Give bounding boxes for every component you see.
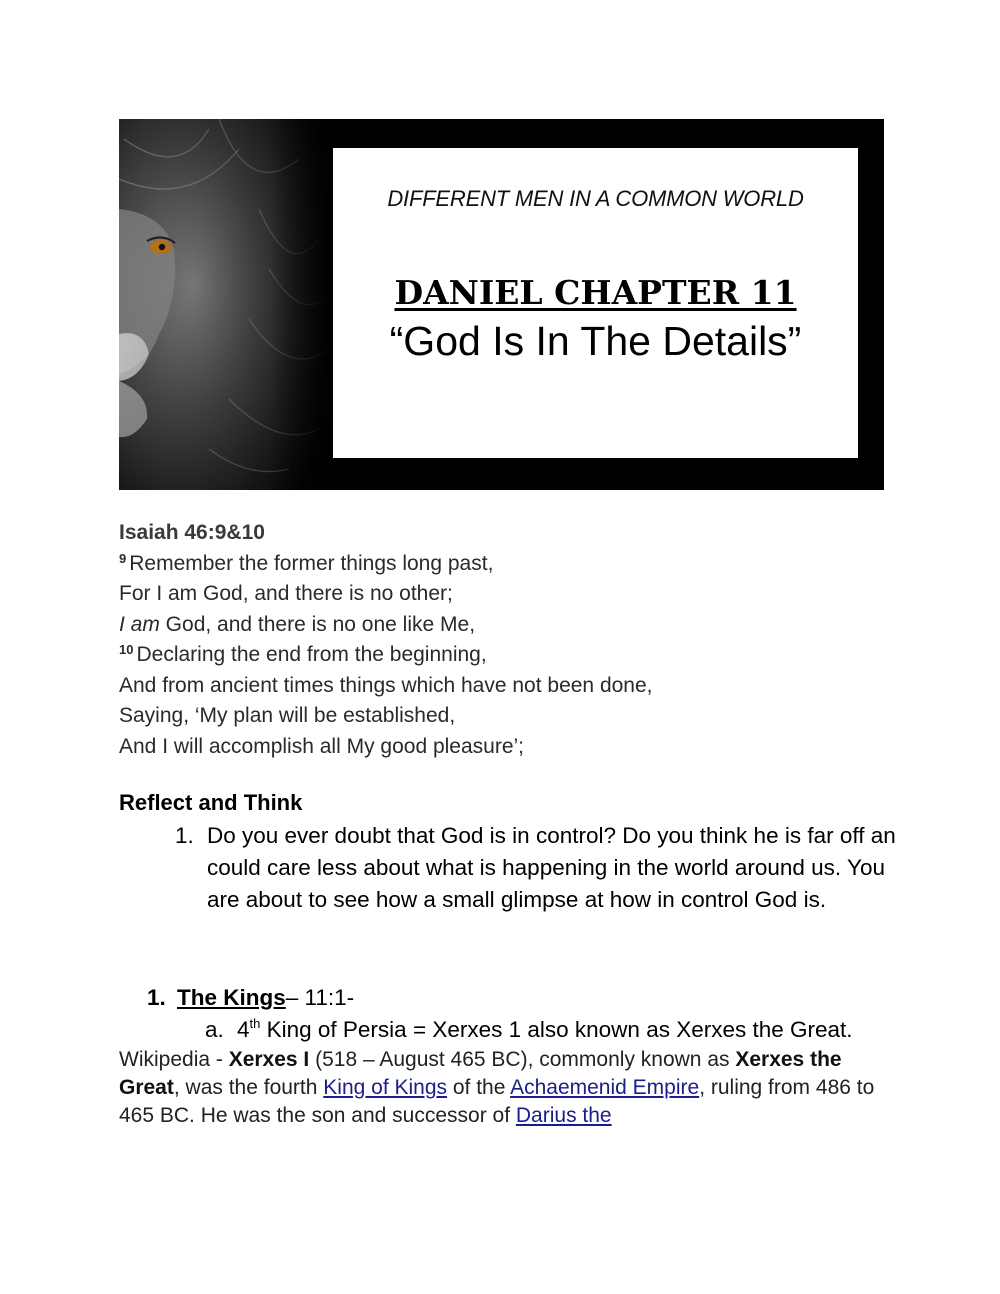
point-letter: a.: [205, 1017, 224, 1042]
scripture-line: And I will accomplish all My good pleasure’;: [119, 734, 525, 758]
scripture-passage: [119, 518, 879, 762]
darius-link[interactable]: Darius the: [515, 1104, 612, 1127]
scripture-line: I am God, and there is no one like Me,: [119, 612, 476, 636]
scripture-line: $^9$ Remember the former things long past,: [119, 550, 494, 575]
kings-section: [119, 982, 899, 1046]
kings-point-a: a. 4th King of Persia = Xerxes 1 also known as Xerxes the Great.: [119, 1014, 899, 1046]
kings-heading: [119, 982, 899, 1014]
verse-number: 9: [119, 550, 127, 566]
section-reference: – 11:1-: [285, 985, 355, 1010]
question-text: Do you ever doubt that God is in control? Do you think he is far off an could care less about what is happening in the world around us. You are about to see how a small glimpse at how in control God is.: [207, 823, 896, 912]
king-of-kings-link[interactable]: King of Kings: [323, 1076, 448, 1099]
reflect-section: [119, 790, 899, 916]
wikipedia-excerpt: Wikipedia - Xerxes I (518 – August 465 BC), commonly known as Xerxes the Great, was the fourth King of Kings of the Achaemenid Empire, ruling from 486 to 465 BC. He was the son and successor of Darius the: [119, 1048, 875, 1127]
question-number: 1.: [175, 823, 194, 848]
reflect-question: [119, 820, 899, 916]
scripture-line: Saying, ‘My plan will be established,: [119, 704, 456, 727]
chapter-title: DANIEL CHAPTER 11: [394, 273, 797, 312]
scripture-line: For I am God, and there is no other;: [119, 582, 453, 605]
section-number: 1.: [147, 985, 166, 1010]
scripture-line: $^{10}$ Declaring the end from the beginning,: [119, 642, 487, 666]
achaemenid-empire-link[interactable]: Achaemenid Empire: [510, 1076, 700, 1099]
lesson-subtitle: “God Is In The Details”: [389, 318, 802, 364]
verse-number: 10: [119, 642, 134, 657]
lion-image: [119, 119, 334, 490]
series-title: DIFFERENT MEN IN A COMMON WORLD: [387, 186, 804, 211]
title-banner: [119, 119, 884, 490]
scripture-reference: Isaiah 46:9&10: [119, 521, 265, 544]
section-title: The Kings: [177, 985, 286, 1010]
scripture-line: And from ancient times things which have not been done,: [119, 673, 653, 697]
reflect-heading: Reflect and Think: [119, 790, 303, 815]
title-box: [333, 148, 858, 458]
